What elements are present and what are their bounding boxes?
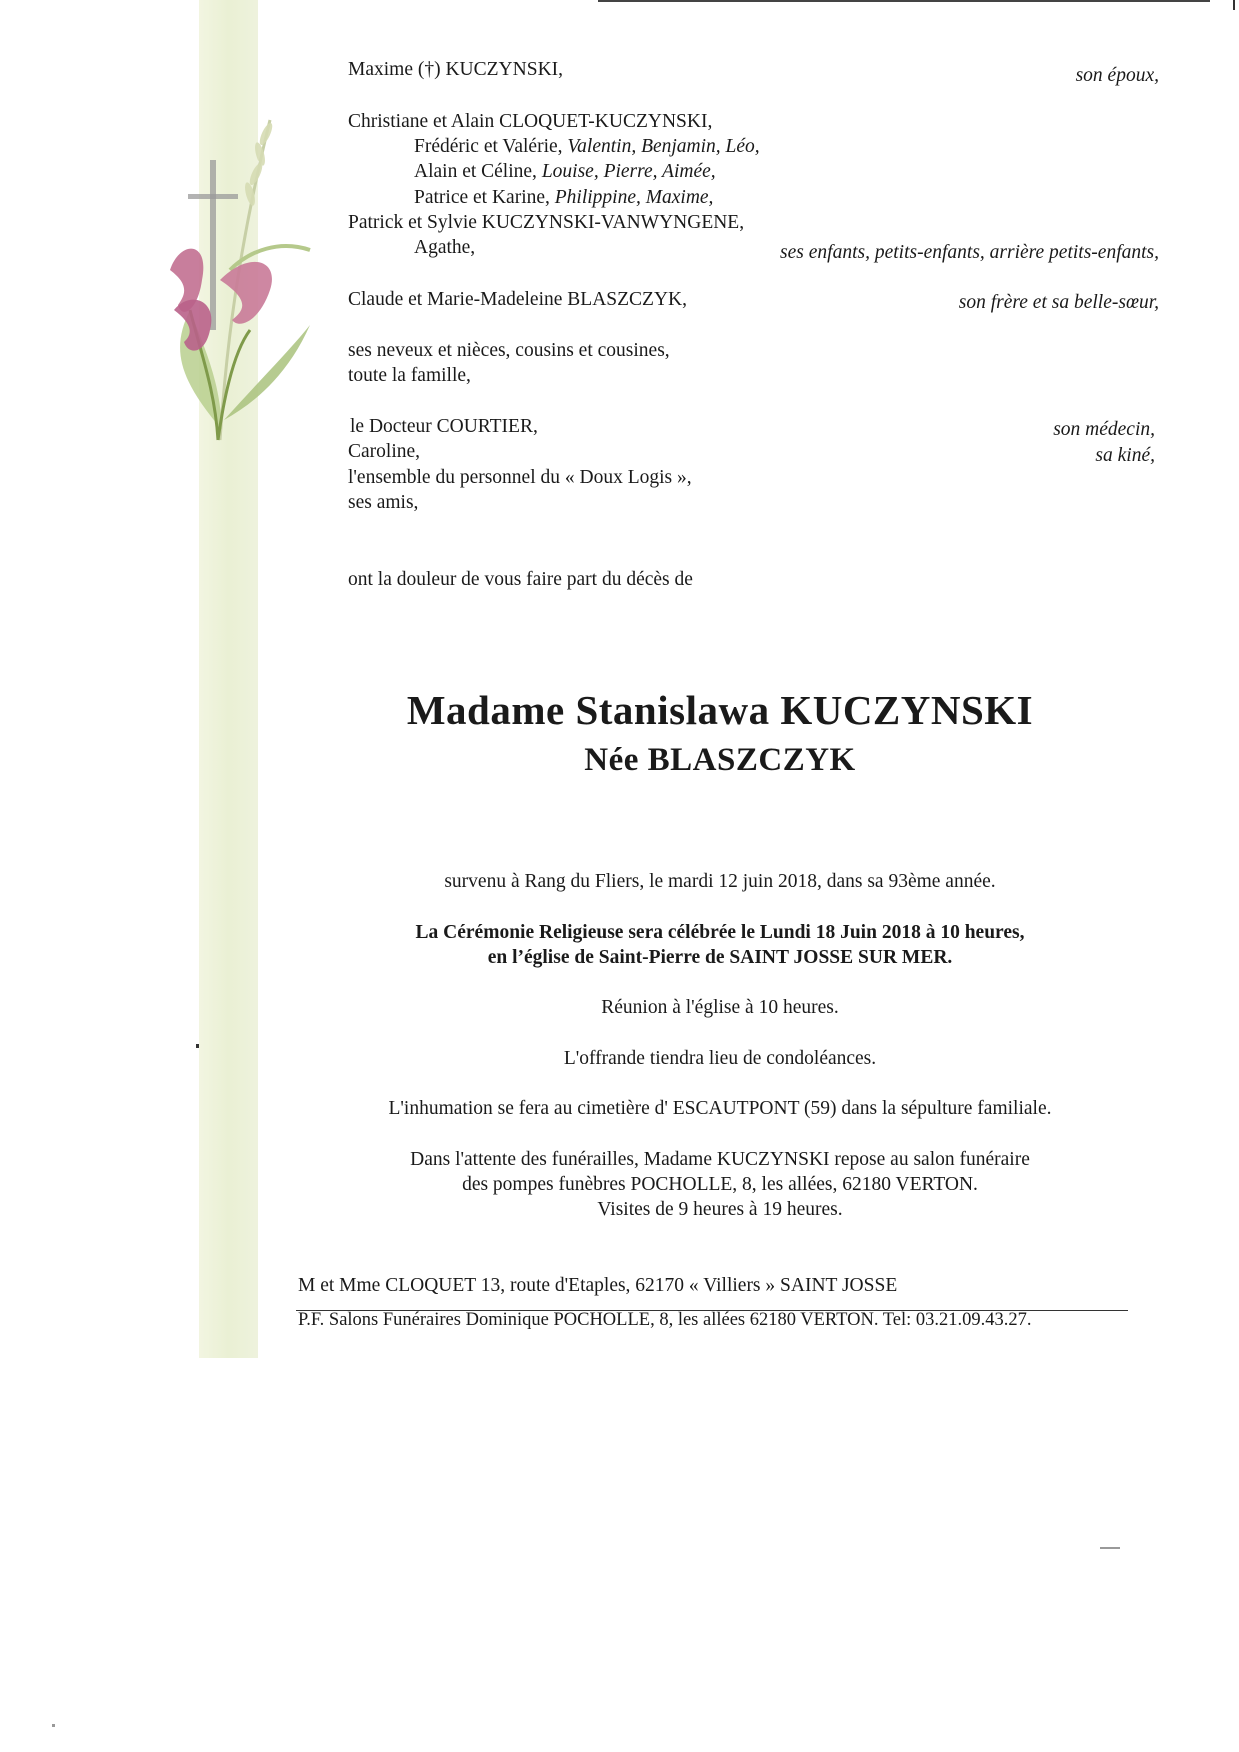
children-line-2	[414, 137, 760, 157]
ceremony-line-1: La Cérémonie Religieuse sera célébrée le Lundi 18 Juin 2018 à 10 heures,	[415, 922, 1025, 943]
rest-line-1: Dans l'attente des funérailles, Madame KUCZYNSKI repose au salon funéraire	[410, 1149, 1030, 1170]
physio-relation: sa kiné,	[1095, 445, 1155, 466]
friends-line: ses amis,	[348, 492, 419, 513]
top-rule	[598, 0, 1210, 2]
children-line-3	[414, 162, 716, 182]
children-line-1: Christiane et Alain CLOQUET-KUCZYNSKI,	[348, 111, 713, 132]
husband-relation: son époux,	[1075, 65, 1159, 86]
calla-lily-cross-icon	[160, 110, 340, 480]
reunion-line: Réunion à l'église à 10 heures.	[601, 997, 839, 1018]
deceased-maiden-name: Née BLASZCZYK	[584, 742, 856, 778]
children-line-2-names: Frédéric et Valérie,	[414, 136, 563, 157]
footer-address: M et Mme CLOQUET 13, route d'Etaples, 62170 « Villiers » SAINT JOSSE	[298, 1275, 898, 1296]
physio-name: Caroline,	[348, 441, 421, 462]
children-line-5: Patrick et Sylvie KUCZYNSKI-VANWYNGENE,	[348, 212, 745, 233]
doctor-name: le Docteur COURTIER,	[350, 416, 538, 437]
relatives-line-2: toute la famille,	[348, 365, 471, 386]
visits-line: Visites de 9 heures à 19 heures.	[597, 1199, 843, 1220]
ceremony-line-2: en l’église de Saint-Pierre de SAINT JOSSE SUR MER.	[487, 947, 953, 968]
death-details: survenu à Rang du Fliers, le mardi 12 juin 2018, dans sa 93ème année.	[444, 871, 996, 892]
children-line-4-names: Patrice et Karine,	[414, 187, 550, 208]
announcement-line: ont la douleur de vous faire part du décès de	[348, 569, 693, 590]
staff-line: l'ensemble du personnel du « Doux Logis »,	[348, 467, 692, 488]
footer-funeral-home: P.F. Salons Funéraires Dominique POCHOLLE, 8, les allées 62180 VERTON. Tel: 03.21.09.43.27.	[298, 1310, 1032, 1330]
relatives-line-1: ses neveux et nièces, cousins et cousines,	[348, 340, 670, 361]
husband-name: Maxime (†) KUCZYNSKI,	[348, 59, 564, 80]
children-line-4	[414, 188, 713, 208]
sibling-name: Claude et Marie-Madeleine BLASZCZYK,	[348, 289, 687, 310]
children-line-2-kids: Valentin, Benjamin, Léo,	[567, 136, 760, 157]
children-line-6: Agathe,	[414, 237, 476, 258]
children-line-4-kids: Philippine, Maxime,	[554, 187, 714, 208]
children-relation: ses enfants, petits-enfants, arrière petits-enfants,	[780, 242, 1159, 263]
offering-line: L'offrande tiendra lieu de condoléances.	[563, 1048, 877, 1069]
scan-speck	[196, 1044, 199, 1048]
rest-line-2: des pompes funèbres POCHOLLE, 8, les allées, 62180 VERTON.	[462, 1174, 978, 1195]
children-line-3-names: Alain et Céline,	[414, 161, 537, 182]
scan-speck	[1100, 1547, 1120, 1549]
sibling-relation: son frère et sa belle-sœur,	[958, 292, 1159, 313]
edge-mark	[1233, 0, 1235, 10]
children-line-3-kids: Louise, Pierre, Aimée,	[541, 161, 716, 182]
scan-speck	[52, 1724, 55, 1727]
doctor-relation: son médecin,	[1053, 419, 1155, 440]
deceased-name: Madame Stanislawa KUCZYNSKI	[406, 687, 1034, 733]
burial-line: L'inhumation se fera au cimetière d' ESCAUTPONT (59) dans la sépulture familiale.	[388, 1098, 1052, 1119]
